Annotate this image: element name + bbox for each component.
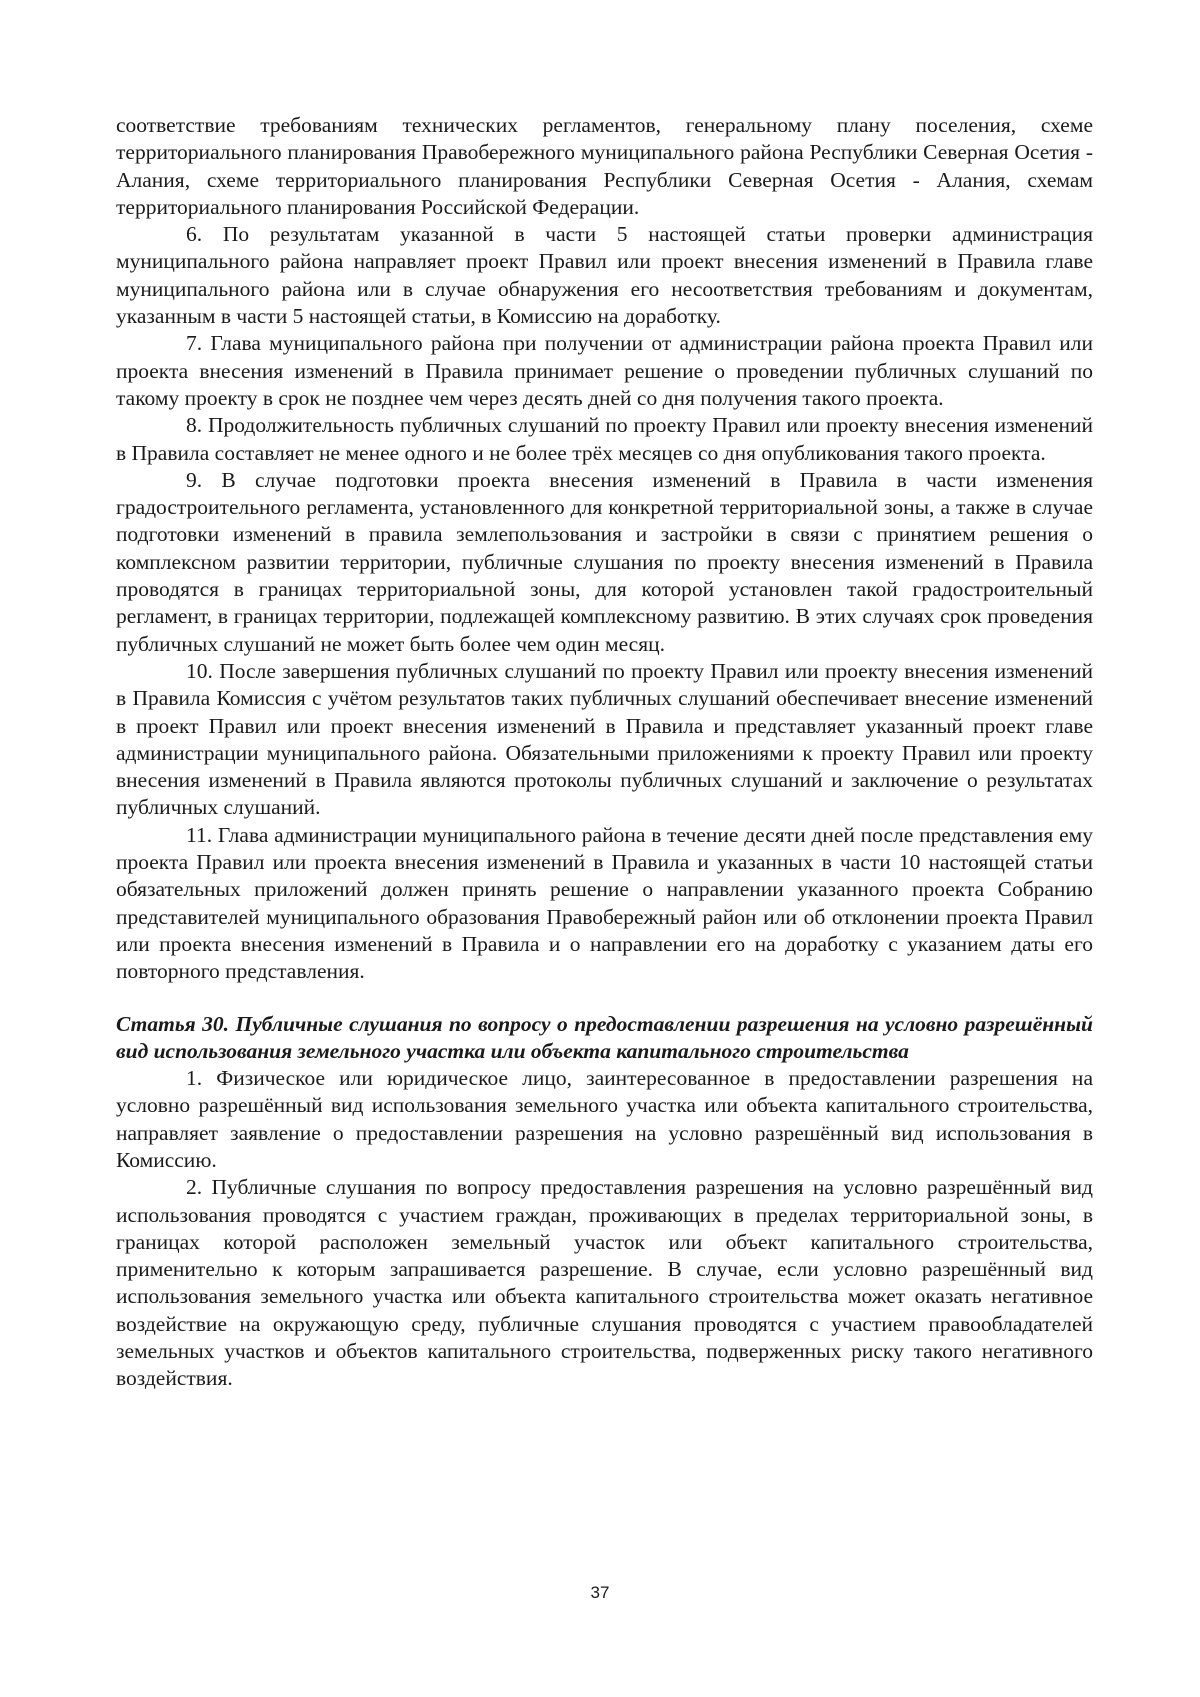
page-body bbox=[116, 112, 1093, 1393]
paragraph-item-11: 11. Глава администрации муниципального района в течение десяти дней после представления ему проекта Правил или проекта внесения изменений в Правила и указанных в части 10 настоящей статьи обязательных приложений должен принять решение о направлении указанного проекта Собранию представителей муниципального образования Правобережный район или об отклонении проекта Правил или проекта внесения изменений в Правила и о направлении его на доработку с указанием даты его повторного представления. bbox=[116, 822, 1093, 984]
page-number: 37 bbox=[590, 1583, 610, 1602]
paragraph-continuation: соответствие требованиям технических регламентов, генеральному плану поселения, схеме территориального планирования Правобережного муниципального района Республики Северная Осетия - Алания, схеме территориального планирования Республики Северная Осетия - Алания, схемам территориального планирования Российской Федерации. bbox=[116, 113, 1093, 219]
article-30-paragraph-2: 2. Публичные слушания по вопросу предоставления разрешения на условно разрешённый вид использования проводятся с участием граждан, проживающих в пределах территориальной зоны, в границах которой расположен земельный участок или объект капитального строительства, применительно к которым запрашивается разрешение. В случае, если условно разрешённый вид использования земельного участка или объекта капитального строительства может оказать негативное воздействие на окружающую среду, публичные слушания проводятся с участием правообладателей земельных участков и объектов капитального строительства, подверженных риску такого негативного воздействия. bbox=[116, 1175, 1093, 1391]
paragraph-item-6: 6. По результатам указанной в части 5 настоящей статьи проверки администрация муниципального района направляет проект Правил или проект внесения изменений в Правила главе муниципального района или в случае обнаружения его несоответствия требованиям и документам, указанным в части 5 настоящей статьи, в Комиссию на доработку. bbox=[116, 222, 1093, 329]
article-30-paragraph-1: 1. Физическое или юридическое лицо, заинтересованное в предоставлении разрешения на условно разрешённый вид использования земельного участка или объекта капитального строительства, направляет заявление о предоставлении разрешения на условно разрешённый вид использования в Комиссию. bbox=[116, 1066, 1093, 1172]
paragraph-item-8: 8. Продолжительность публичных слушаний по проекту Правил или проекту внесения изменений в Правила составляет не менее одного и не более трёх месяцев со дня опубликования такого проекта. bbox=[116, 413, 1093, 465]
paragraph-item-7: 7. Глава муниципального района при получении от администрации района проекта Правил или проекта внесения изменений в Правила принимает решение о проведении публичных слушаний по такому проекту в срок не позднее чем через десять дней со дня получения такого проекта. bbox=[116, 331, 1093, 410]
paragraph-item-10: 10. После завершения публичных слушаний по проекту Правил или проекту внесения изменений в Правила Комиссия с учётом результатов таких публичных слушаний обеспечивает внесение изменений в проект Правил или проект внесения изменений в Правила и представляет указанный проект главе администрации муниципального района. Обязательными приложениями к проекту Правил или проекту внесения изменений в Правила являются протоколы публичных слушаний и заключение о результатах публичных слушаний. bbox=[116, 658, 1093, 820]
paragraph-item-9: 9. В случае подготовки проекта внесения изменений в Правила в части изменения градостроительного регламента, установленного для конкретной территориальной зоны, а также в случае подготовки изменений в правила землепользования и застройки в связи с принятием решения о комплексном развитии территории, публичные слушания по проекту внесения изменений в Правила проводятся в границах территориальной зоны, для которой установлен такой градостроительный регламент, в границах территории, подлежащей комплексному развитию. В этих случаях срок проведения публичных слушаний не может быть более чем один месяц. bbox=[116, 467, 1093, 656]
article-heading: Статья 30. Публичные слушания по вопросу о предоставлении разрешения на условно разрешённый вид использования земельного участка или объекта капитального строительства bbox=[116, 1011, 1093, 1063]
